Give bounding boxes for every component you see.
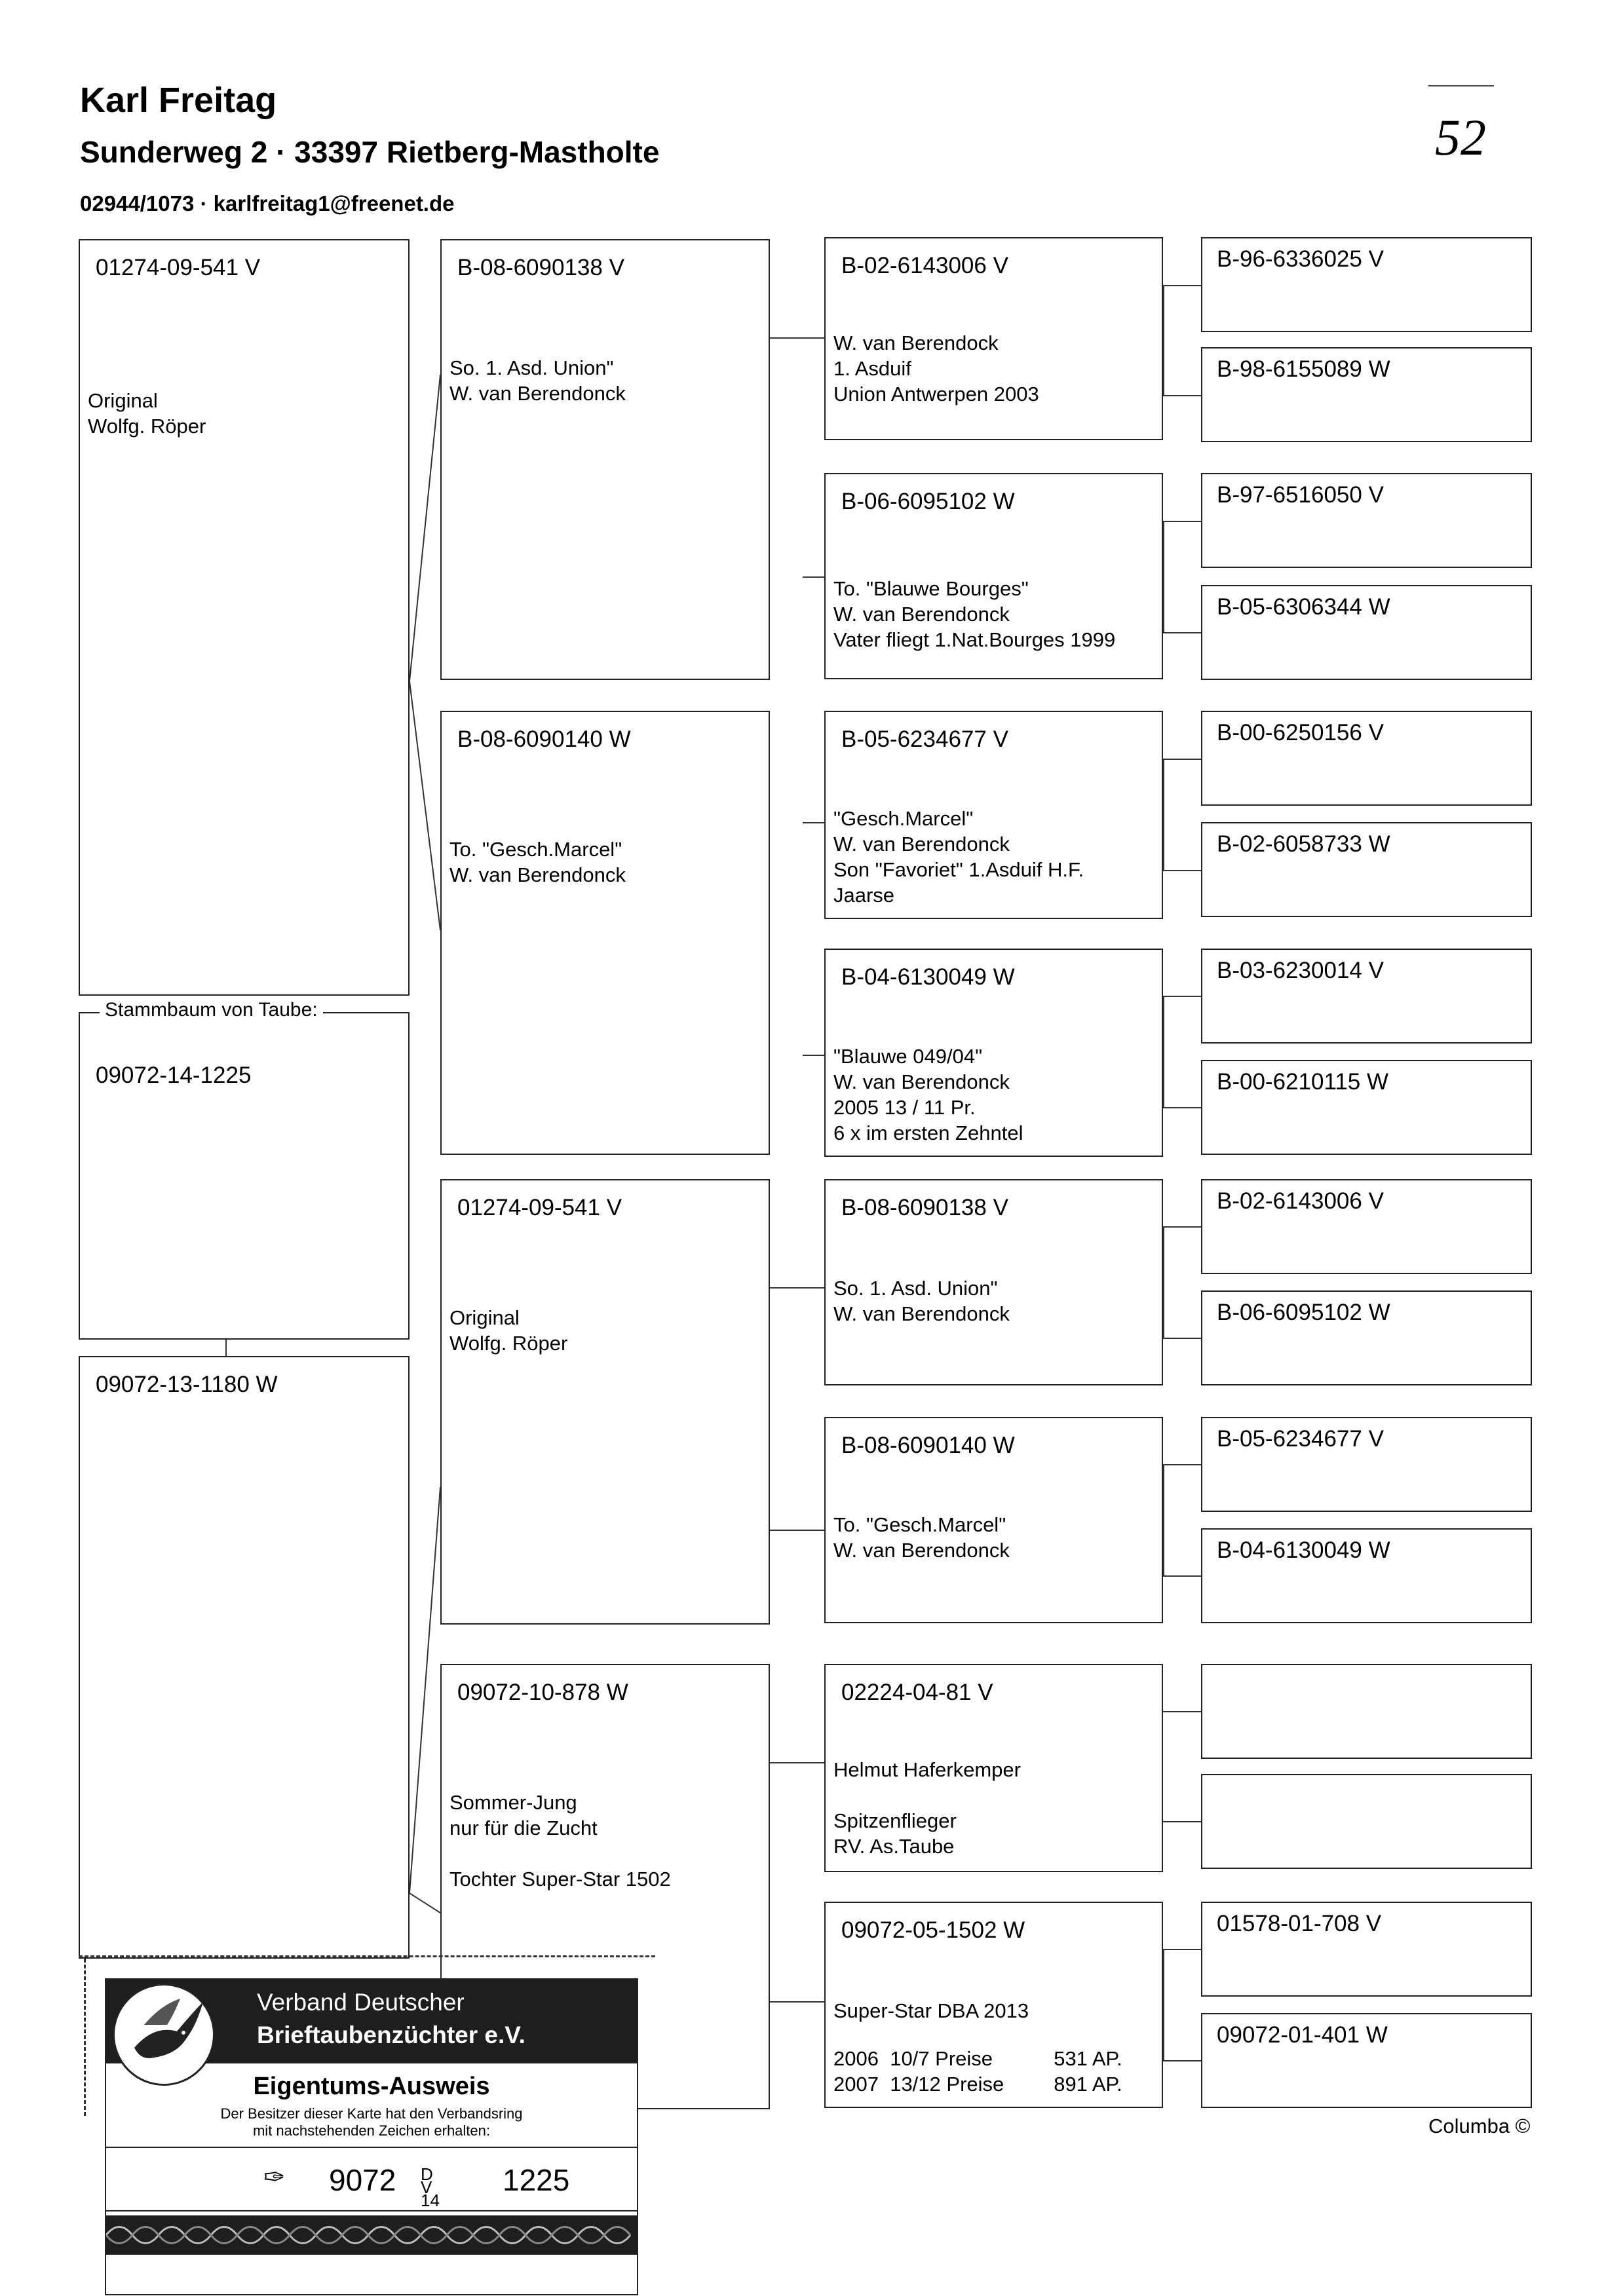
connector xyxy=(770,1287,824,1289)
gen3-card xyxy=(824,237,1163,440)
gen4-ring: B-97-6516050 V xyxy=(1217,482,1384,508)
gen4-ring: B-98-6155089 W xyxy=(1217,356,1390,382)
subject-ring: 09072-14-1225 xyxy=(96,1063,252,1088)
dam-ring: 09072-13-1180 W xyxy=(96,1372,278,1397)
connector xyxy=(803,576,824,578)
gen3-card xyxy=(824,1417,1163,1623)
gen3-ring: B-08-6090140 W xyxy=(841,1433,1015,1458)
gen4-ring: B-03-6230014 V xyxy=(1217,958,1384,983)
gen3-info: "Blauwe 049/04" W. van Berendonck 2005 13 / 11 Pr. 6 x im ersten Zehntel xyxy=(833,1045,1023,1144)
gen4-ring: B-05-6234677 V xyxy=(1217,1426,1384,1452)
connector xyxy=(1163,285,1164,396)
breeder-address: Sunderweg 2 · 33397 Rietberg-Mastholte xyxy=(80,135,660,169)
ownership-card xyxy=(105,1978,638,2295)
gen4-ring: 09072-01-401 W xyxy=(1217,2022,1388,2048)
card-ring-field xyxy=(106,2147,637,2211)
gen3-info: Super-Star DBA 2013 xyxy=(833,1999,1029,2022)
connector xyxy=(1163,1338,1201,1339)
gen3-card xyxy=(824,1902,1163,2108)
connector xyxy=(1163,521,1164,632)
gen4-ring: B-05-6306344 W xyxy=(1217,594,1390,620)
connector xyxy=(1163,759,1164,870)
connector xyxy=(770,1530,824,1531)
gen4-card xyxy=(1201,949,1532,1044)
connector xyxy=(770,337,824,339)
gen3-card xyxy=(824,1179,1163,1385)
prize-year: 2007 xyxy=(833,2073,879,2096)
gen4-card xyxy=(1201,1417,1532,1512)
connector xyxy=(1163,1226,1164,1338)
gen4-ring: B-02-6143006 V xyxy=(1217,1188,1384,1214)
gen2-ring: 09072-10-878 W xyxy=(457,1680,628,1705)
gen4-card xyxy=(1201,2013,1532,2108)
prize-row xyxy=(833,2071,1122,2097)
gen4-card xyxy=(1201,1060,1532,1155)
card-title: Eigentums-Ausweis xyxy=(253,2073,490,2100)
card-guilloche-band xyxy=(106,2215,637,2255)
cut-line xyxy=(79,1955,655,1957)
connector xyxy=(1163,521,1201,522)
connector xyxy=(770,1762,824,1763)
prize-year: 2006 xyxy=(833,2047,879,2070)
card-ring-club: 9072 xyxy=(329,2163,396,2197)
gen2-ring: 01274-09-541 V xyxy=(457,1195,622,1220)
card-ring-code: DV 14 xyxy=(421,2164,440,2210)
gen4-card xyxy=(1201,473,1532,568)
connector xyxy=(1163,632,1201,633)
gen2-card xyxy=(440,711,770,1155)
connector xyxy=(803,1055,824,1056)
breeder-contact: 02944/1073 · karlfreitag1@freenet.de xyxy=(80,191,455,216)
gen4-card xyxy=(1201,347,1532,442)
prize-result: 10/7 Preise xyxy=(890,2047,993,2070)
connector xyxy=(1163,996,1164,1107)
gen3-ring: 09072-05-1502 W xyxy=(841,1917,1025,1943)
gen3-info: W. van Berendock 1. Asduif Union Antwerpen 2003 xyxy=(833,331,1039,405)
gen2-card xyxy=(440,1179,770,1625)
gen4-ring: B-06-6095102 W xyxy=(1217,1300,1390,1325)
sire-info: Original Wolfg. Röper xyxy=(88,389,206,438)
pigeon-logo-icon xyxy=(113,1984,215,2086)
pedigree-legend: Stammbaum von Taube: xyxy=(100,999,323,1021)
gen3-info: So. 1. Asd. Union" W. van Berendonck xyxy=(833,1277,1010,1325)
dam-card xyxy=(79,1356,410,1959)
gen3-ring: B-06-6095102 W xyxy=(841,489,1015,514)
sire-card xyxy=(79,239,410,996)
gen3-ring: B-04-6130049 W xyxy=(841,964,1015,990)
card-subtitle-1: Der Besitzer dieser Karte hat den Verbandsring xyxy=(220,2105,523,2122)
page-number: 52 xyxy=(1435,109,1486,166)
gen3-ring: B-05-6234677 V xyxy=(841,726,1008,752)
gen4-card xyxy=(1201,237,1532,332)
connector xyxy=(1163,1575,1201,1577)
gen3-ring: B-02-6143006 V xyxy=(841,253,1008,278)
gen3-card xyxy=(824,473,1163,679)
gen3-ring: B-08-6090138 V xyxy=(841,1195,1008,1220)
connector xyxy=(1163,870,1201,871)
gen2-info: To. "Gesch.Marcel" W. van Berendonck xyxy=(449,838,626,886)
prize-points: 531 AP. xyxy=(1054,2047,1122,2070)
connector xyxy=(770,2001,824,2003)
gen2-ring: B-08-6090140 W xyxy=(457,726,631,752)
prize-result: 13/12 Preise xyxy=(890,2073,1004,2096)
gen4-ring: B-96-6336025 V xyxy=(1217,246,1384,272)
gen3-card xyxy=(824,711,1163,919)
prize-row xyxy=(833,2046,1122,2071)
connector xyxy=(1163,996,1201,997)
gen3-info: Helmut Haferkemper Spitzenflieger RV. As.Taube xyxy=(833,1758,1021,1858)
cut-line-vertical xyxy=(84,1959,86,2116)
breeder-name: Karl Freitag xyxy=(80,81,277,120)
gen4-ring: B-02-6058733 W xyxy=(1217,831,1390,857)
gen3-info: "Gesch.Marcel" W. van Berendonck Son "Favoriet" 1.Asduif H.F. Jaarse xyxy=(833,807,1084,907)
gen4-card xyxy=(1201,1902,1532,1997)
card-org-line1: Verband Deutscher xyxy=(257,1989,465,2016)
gen3-info: To. "Blauwe Bourges" W. van Berendonck Vater fliegt 1.Nat.Bourges 1999 xyxy=(833,577,1116,651)
connector xyxy=(1163,1949,1201,1950)
connector xyxy=(1163,1464,1164,1575)
connector xyxy=(1163,1711,1201,1712)
connector xyxy=(1163,285,1201,286)
gen2-info: Sommer-Jung nur für die Zucht Tochter Super-Star 1502 xyxy=(449,1791,671,1891)
gen4-ring: B-04-6130049 W xyxy=(1217,1537,1390,1563)
gen4-card xyxy=(1201,1179,1532,1274)
card-ring-number: 1225 xyxy=(503,2163,570,2197)
gen4-card xyxy=(1201,585,1532,680)
connector xyxy=(1163,1821,1201,1822)
gen3-info: To. "Gesch.Marcel" W. van Berendonck xyxy=(833,1513,1010,1562)
gen4-ring: 01578-01-708 V xyxy=(1217,1911,1382,1936)
connector xyxy=(1163,1464,1201,1465)
connector xyxy=(1163,2060,1201,2061)
subject-pigeon-card xyxy=(79,999,410,1340)
copyright: Columba © xyxy=(1428,2115,1531,2137)
card-org-line2: Brieftaubenzüchter e.V. xyxy=(257,2022,525,2048)
gen2-card xyxy=(440,239,770,680)
gen2-info: Original Wolfg. Röper xyxy=(449,1306,568,1355)
gen2-ring: B-08-6090138 V xyxy=(457,255,624,280)
gen4-card xyxy=(1201,822,1532,917)
connector xyxy=(1163,759,1201,760)
gen4-card xyxy=(1201,711,1532,806)
gen4-card xyxy=(1201,1528,1532,1623)
connector xyxy=(803,822,824,823)
connector xyxy=(1163,1107,1201,1108)
connector xyxy=(1163,395,1201,396)
gen4-card xyxy=(1201,1290,1532,1385)
connector xyxy=(1163,1226,1201,1228)
gen3-card xyxy=(824,949,1163,1157)
sire-ring: 01274-09-541 V xyxy=(96,255,261,280)
feather-icon: ✑ xyxy=(263,2163,286,2192)
gen4-card-empty xyxy=(1201,1664,1532,1759)
gen3-ring: 02224-04-81 V xyxy=(841,1680,993,1705)
connector xyxy=(1163,1949,1164,2060)
gen4-card-empty xyxy=(1201,1774,1532,1869)
gen4-ring: B-00-6250156 V xyxy=(1217,720,1384,745)
gen2-info: So. 1. Asd. Union" W. van Berendonck xyxy=(449,356,626,405)
card-subtitle-2: mit nachstehenden Zeichen erhalten: xyxy=(252,2122,490,2139)
prize-points: 891 AP. xyxy=(1054,2073,1122,2096)
gen3-card xyxy=(824,1664,1163,1872)
gen4-ring: B-00-6210115 W xyxy=(1217,1069,1389,1095)
